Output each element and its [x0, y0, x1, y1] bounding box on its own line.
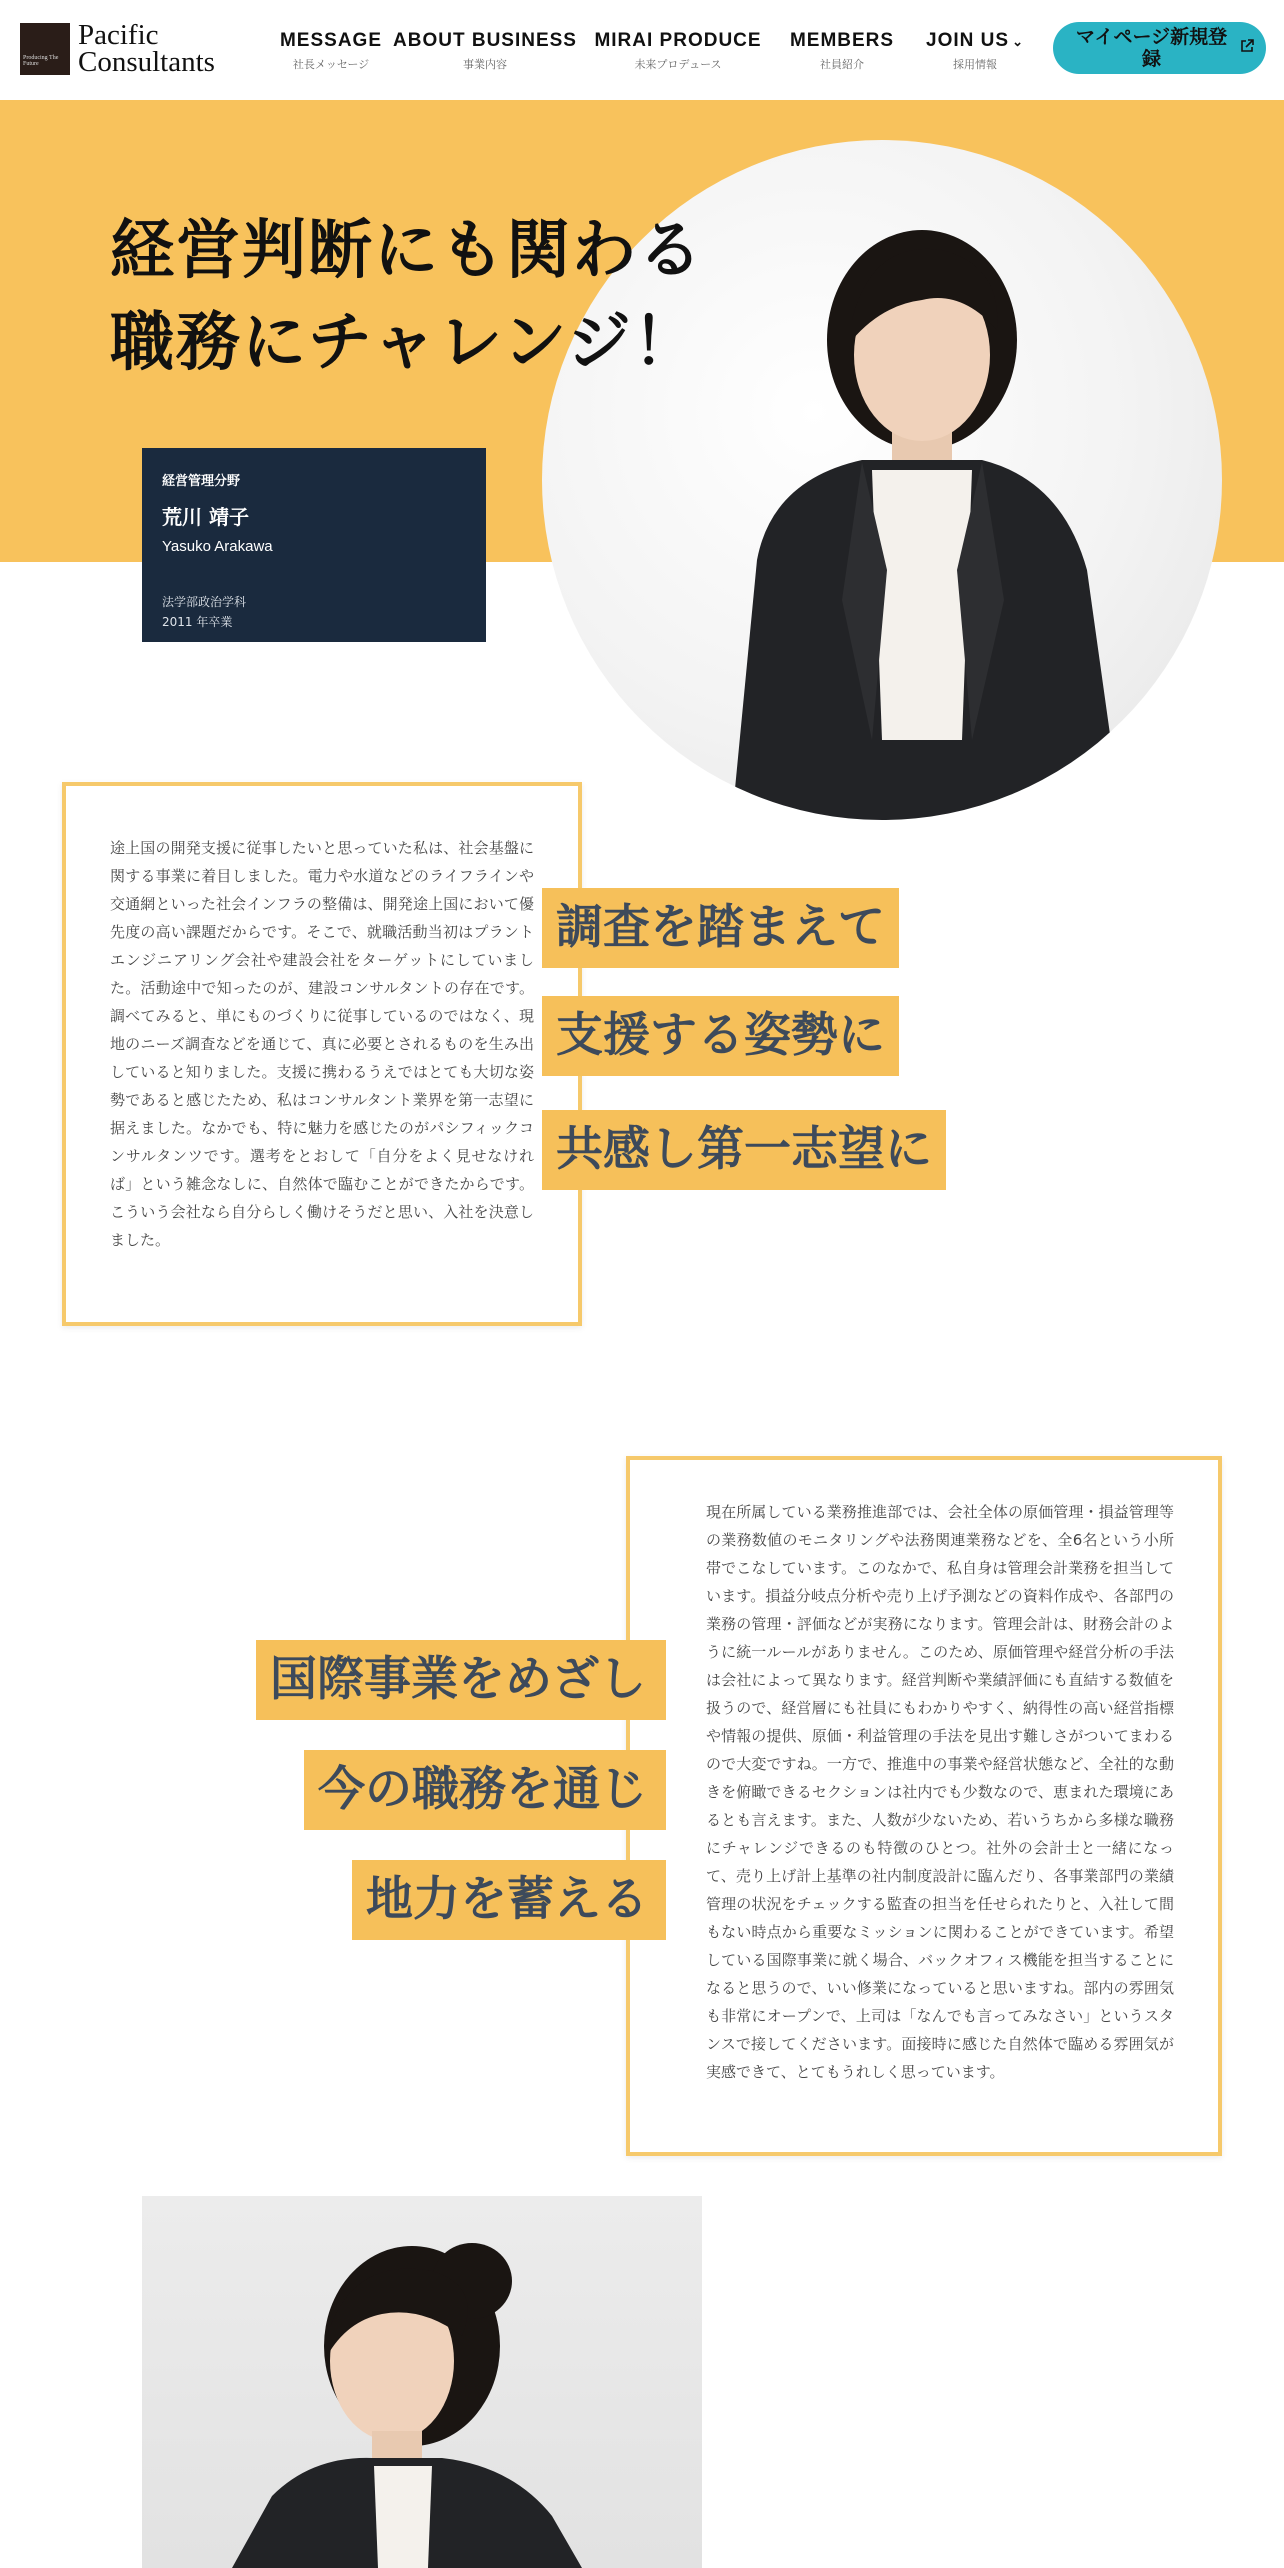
- hero-title-line2: 職務にチャレンジ！: [110, 306, 699, 380]
- nav-sublabel: 社員紹介: [820, 58, 864, 71]
- section1-headline-2: 支援する姿勢に: [542, 996, 899, 1076]
- logo-text-line2: Consultants: [78, 46, 215, 78]
- profile-name-roman: Yasuko Arakawa: [162, 538, 273, 555]
- logo-wordmark: [78, 19, 215, 78]
- chevron-down-icon: ⌄: [1012, 34, 1024, 49]
- section2-headline-2: 今の職務を通じ: [304, 1750, 666, 1830]
- nav-item-members[interactable]: [782, 30, 902, 72]
- external-link-icon: [1240, 38, 1254, 60]
- nav-item-join-us[interactable]: [920, 30, 1030, 72]
- profile-department: 経営管理分野: [162, 474, 241, 489]
- nav-label: MESSAGE: [279, 30, 383, 51]
- section1-headline-3: 共感し第一志望に: [542, 1110, 946, 1190]
- hero-title-line1: 経営判断にも関わる: [110, 214, 704, 288]
- logo-mark: [20, 23, 70, 75]
- nav-item-about-business[interactable]: [380, 30, 590, 72]
- cta-label: マイページ新規登録: [1075, 26, 1228, 70]
- profile-card: [142, 448, 486, 642]
- logo-text-line1: Pacific: [78, 19, 159, 51]
- nav-label: JOIN US: [926, 30, 1010, 51]
- nav-sublabel: 事業内容: [463, 58, 507, 71]
- hero-title: [110, 205, 704, 389]
- nav-label: MIRAI PRODUCE: [594, 30, 762, 51]
- section2-body: 現在所属している業務推進部では、会社全体の原価管理・損益管理等の業務数値のモニタリングや法務関連業務などを、全6名という小所帯でこなしています。このなかで、私自身は管理会計業務を担当しています。損益分岐点分析や売り上げ予測などの資料作成や、各部門の業務の管理・評価などが実務になります。管理会計は、財務会計のように統一ルールがありません。このため、原価管理や経営分析の手法は会社によって異なります。経営判断や業績評価にも直結する数値を扱うので、経営層にも社員にもわかりやすく、納得性の高い経営指標や情報の提供、原価・利益管理の手法を見出す難しさがついてまわるので大変ですね。一方で、推進中の事業や経営状態など、全社的な動きを俯瞰できるセクションは社内でも少数なので、恵まれた環境にあるとも言えます。また、人数が少ないため、若いうちから多様な職務にチャレンジできるのも特徴のひとつ。社外の会計士と一緒になって、売り上げ計上基準の社内制度設計に臨んだり、各事業部門の業績管理の状況をチェックする監査の担当を任せられたりと、入社して間もない時点から重要なミッションに関わることができています。希望している国際事業に就く場合、バックオフィス機能を担当することになると思うので、いい修業になっていると思いますね。部内の雰囲気も非常にオープンで、上司は「なんでも言ってみなさい」というスタンスで接してくださいます。面接時に感じた自然体で臨める雰囲気が実感できて、とてもうれしく思っています。: [706, 1503, 1174, 2081]
- nav-label: ABOUT BUSINESS: [393, 30, 577, 51]
- nav-sublabel: 社長メッセージ: [292, 58, 370, 71]
- nav-label: MEMBERS: [789, 30, 895, 51]
- nav-sublabel: 未来プロデュース: [634, 58, 722, 71]
- nav-label-wrap: [920, 30, 1030, 52]
- employee-photo: [142, 2196, 702, 2568]
- section1-text-box: [62, 782, 582, 1326]
- profile-name: 荒川 靖子: [162, 505, 249, 529]
- nav-sublabel: 採用情報: [953, 58, 997, 71]
- nav-item-mirai-produce[interactable]: [583, 30, 773, 72]
- section2-headline-3: 地力を蓄える: [352, 1860, 666, 1940]
- section1-headline-1: 調査を踏まえて: [542, 888, 899, 968]
- section1-body: 途上国の開発支援に従事したいと思っていた私は、社会基盤に関する事業に着目しました。電力や水道などのライフラインや交通網といった社会インフラの整備は、開発途上国において優先度の高い課題だからです。そこで、就職活動当初はプラントエンジニアリング会社や建設会社をターゲットにしていました。活動途中で知ったのが、建設コンサルタントの存在です。調べてみると、単にものづくりに従事しているのではなく、現地のニーズ調査などを通じて、真に必要とされるものを生み出していると知りました。支援に携わるうえではとても大切な姿勢であると感じたため、私はコンサルタント業界を第一志望に据えました。なかでも、特に魅力を感じたのがパシフィックコンサルタンツです。選考をとおして「自分をよく見せなければ」という雑念なしに、自然体で臨むことができたからです。こういう会社なら自分らしく働けそうだと思い、入社を決意しました。: [110, 839, 534, 1249]
- section2-text-box: [626, 1456, 1222, 2156]
- company-logo[interactable]: [20, 19, 215, 78]
- profile-graduation: 2011 年卒業: [162, 615, 233, 629]
- mypage-register-button[interactable]: [1053, 22, 1266, 74]
- section2-headline-1: 国際事業をめざし: [256, 1640, 666, 1720]
- logo-tagline: Producing The Future: [23, 55, 59, 67]
- profile-school: 法学部政治学科: [162, 595, 247, 609]
- site-header: [0, 0, 1284, 100]
